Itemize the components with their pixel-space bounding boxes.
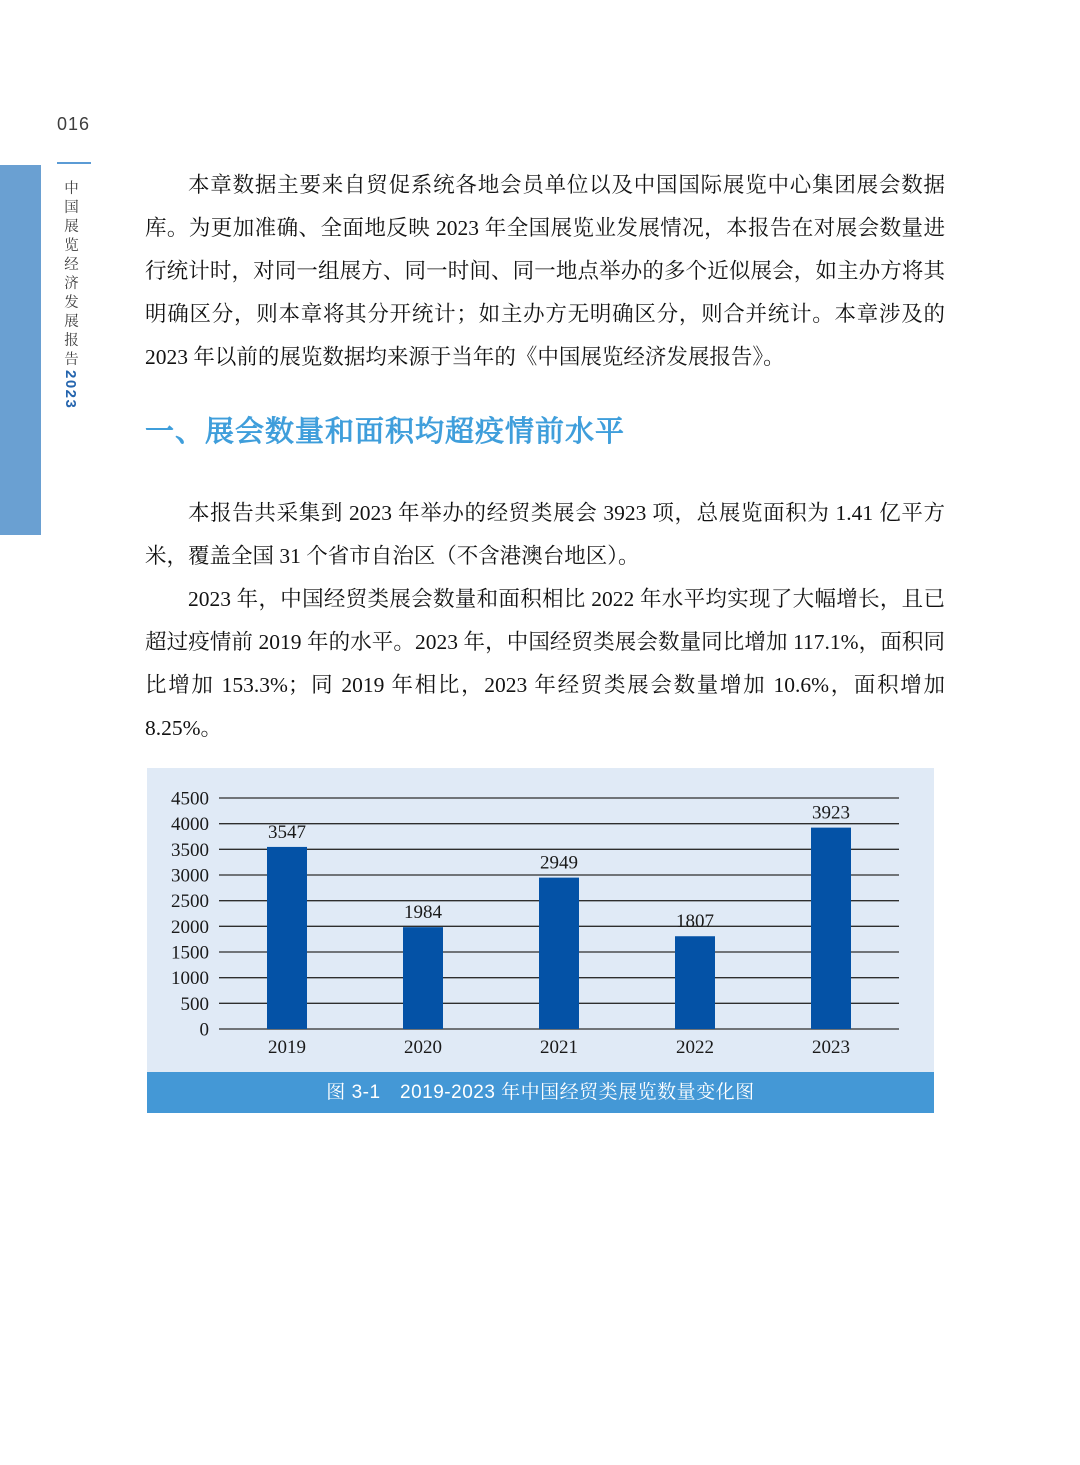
chart-bar-2022 bbox=[675, 936, 715, 1029]
sidebar-title-year: 2023 bbox=[62, 370, 79, 410]
y-axis-tick-label: 1500 bbox=[171, 942, 209, 964]
figure-caption: 图 3-1 2019-2023 年中国经贸类展览数量变化图 bbox=[147, 1072, 934, 1113]
section-heading-1: 一、展会数量和面积均超疫情前水平 bbox=[145, 416, 626, 448]
main-text-column bbox=[145, 164, 945, 750]
paragraph-stats-overview: 本报告共采集到 2023 年举办的经贸类展会 3923 项，总展览面积为 1.41 亿平方米，覆盖全国 31 个省市自治区（不含港澳台地区）。 bbox=[145, 501, 945, 568]
y-axis-tick-label: 4500 bbox=[171, 788, 209, 810]
paragraph-growth-detail: 2023 年，中国经贸类展会数量和面积相比 2022 年水平均实现了大幅增长，且已超过疫情前 2019 年的水平。2023 年，中国经贸类展会数量同比增加 117.1%，面积同比增加 153.3%；同 2019 年相比，2023 年经贸类展会数量增加 10.6%，面积增加 8.25%。 bbox=[145, 587, 945, 740]
y-axis-tick-label: 0 bbox=[199, 1019, 209, 1041]
page-number-rule bbox=[57, 162, 91, 164]
bar-value-label: 2949 bbox=[540, 852, 578, 874]
sidebar-vertical-title bbox=[60, 180, 81, 409]
chart-bar-2019 bbox=[267, 847, 307, 1029]
y-axis-tick-label: 2000 bbox=[171, 916, 209, 938]
figure-3-1 bbox=[147, 768, 934, 1113]
chart-bar-2023 bbox=[811, 828, 851, 1029]
bar-value-label: 3923 bbox=[812, 802, 850, 824]
y-axis-tick-label: 3500 bbox=[171, 839, 209, 861]
x-axis-category-label: 2020 bbox=[404, 1037, 442, 1058]
paragraph-intro: 本章数据主要来自贸促系统各地会员单位以及中国国际展览中心集团展会数据库。为更加准确、全面地反映 2023 年全国展览业发展情况，本报告在对展会数量进行统计时，对同一组展方、同一时间、同一地点举办的多个近似展会，如主办方将其明确区分，则本章将其分开统计；如主办方无明确区分，则合并统计。本章涉及的 2023 年以前的展览数据均来源于当年的《中国展览经济发展报告》。 bbox=[145, 173, 945, 369]
y-axis-tick-label: 4000 bbox=[171, 814, 209, 836]
sidebar-accent-rect bbox=[0, 165, 41, 535]
y-axis-tick-label: 500 bbox=[180, 993, 209, 1015]
bar-value-label: 3547 bbox=[268, 821, 306, 843]
bar-chart bbox=[147, 768, 934, 1072]
sidebar-title-text: 中国展览经济发展报告 bbox=[62, 180, 78, 370]
y-axis-tick-label: 2500 bbox=[171, 891, 209, 913]
x-axis-category-label: 2022 bbox=[676, 1037, 714, 1058]
page-number: 016 bbox=[57, 114, 91, 134]
y-axis-tick-label: 3000 bbox=[171, 865, 209, 887]
bar-value-label: 1807 bbox=[676, 911, 714, 933]
x-axis-category-label: 2023 bbox=[812, 1037, 850, 1058]
x-axis-category-label: 2019 bbox=[268, 1037, 306, 1058]
chart-bar-2021 bbox=[539, 878, 579, 1029]
y-axis-tick-label: 1000 bbox=[171, 968, 209, 990]
x-axis-category-label: 2021 bbox=[540, 1037, 578, 1058]
bar-value-label: 1984 bbox=[404, 902, 442, 924]
chart-bar-2020 bbox=[403, 927, 443, 1029]
